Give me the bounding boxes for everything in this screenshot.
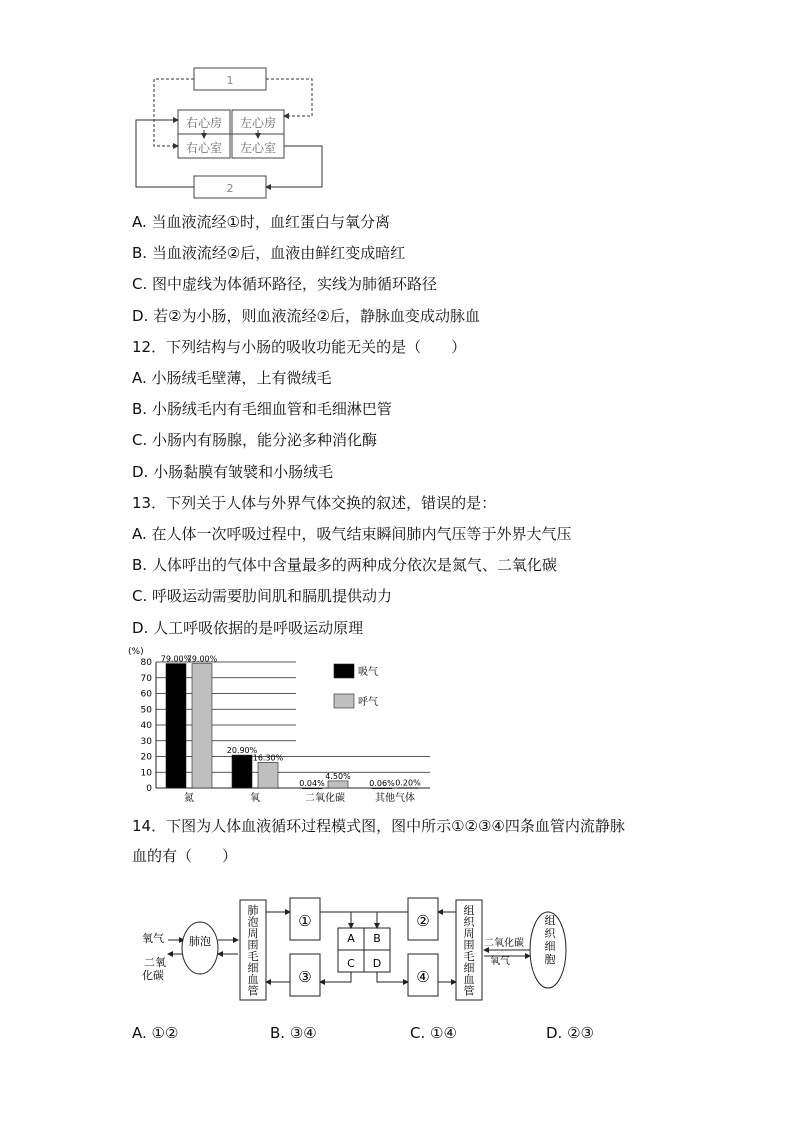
- gas-composition-chart: [128, 644, 438, 812]
- legend-swatch-吸气: [334, 664, 354, 678]
- q13-option-d: D. 人工呼吸依据的是呼吸运动原理: [132, 619, 364, 637]
- data-label-吸气-氮: 79.00%: [160, 654, 192, 664]
- y-tick-30: 30: [140, 736, 152, 747]
- q12-stem: 12．下列结构与小肠的吸收功能无关的是（ ）: [132, 338, 467, 356]
- chamber-d-label: D: [372, 957, 382, 970]
- q14-option-d: D. ②③: [546, 1024, 594, 1042]
- q11-option-a: A. 当血液流经①时，血红蛋白与氧分离: [132, 213, 390, 231]
- q14-stem-line2: 血的有（ ）: [132, 847, 238, 865]
- data-label-呼气-二氧化碳: 4.50%: [325, 771, 351, 781]
- heart-circulation-figure: [128, 64, 328, 204]
- tissue-cell-label: 组织细胞: [544, 914, 556, 966]
- q13-stem: 13．下列关于人体与外界气体交换的叙述，错误的是：: [132, 494, 497, 512]
- right-ventricle-label: 右心室: [185, 141, 223, 155]
- bar-吸气-其他气体: [372, 788, 392, 789]
- bar-呼气-其他气体: [398, 788, 418, 789]
- q14-option-b: B. ③④: [270, 1024, 317, 1042]
- blood-circulation-model-figure: [138, 890, 578, 1010]
- left-atrium-label: 左心房: [239, 116, 277, 130]
- q12-option-d: D. 小肠黏膜有皱襞和小肠绒毛: [132, 463, 334, 481]
- q13-option-c: C. 呼吸运动需要肋间肌和膈肌提供动力: [132, 587, 393, 605]
- left-ventricle-label: 左心室: [239, 141, 277, 155]
- chamber-a-label: A: [347, 932, 355, 945]
- q12-option-a: A. 小肠绒毛壁薄，上有微绒毛: [132, 369, 332, 387]
- y-tick-20: 20: [140, 752, 152, 763]
- q12-option-c: C. 小肠内有肠腺，能分泌多种消化酶: [132, 431, 378, 449]
- y-axis-unit-label: (%): [128, 647, 144, 657]
- data-label-呼气-氧: 16.30%: [252, 753, 284, 763]
- x-tick-其他气体: 其他气体: [375, 793, 415, 804]
- q11-option-b: B. 当血液流经②后，血液由鲜红变成暗红: [132, 244, 406, 262]
- q13-option-a: A. 在人体一次呼吸过程中，吸气结束瞬间肺内气压等于外界大气压: [132, 525, 572, 543]
- y-tick-10: 10: [140, 768, 152, 779]
- bar-呼气-氮: [192, 664, 212, 788]
- q14-option-a: A. ①②: [132, 1024, 179, 1042]
- q14-stem-line1: 14．下图为人体血液循环过程模式图，图中所示①②③④四条血管内流静脉: [132, 817, 625, 835]
- data-label-吸气-二氧化碳: 0.04%: [299, 778, 325, 788]
- y-tick-70: 70: [140, 673, 152, 684]
- x-tick-氧: 氧: [250, 793, 260, 804]
- alveolus-shape: [182, 922, 218, 974]
- x-tick-二氧化碳: 二氧化碳: [305, 793, 345, 804]
- vessel-1-label: ①: [298, 912, 312, 930]
- legend-label-吸气: 吸气: [358, 667, 378, 678]
- bar-呼气-二氧化碳: [328, 781, 348, 788]
- y-tick-80: 80: [140, 658, 152, 668]
- bar-吸气-氧: [232, 755, 252, 788]
- q14-option-c: C. ①④: [410, 1024, 457, 1042]
- co2-right-label: 二氧化碳: [484, 938, 524, 949]
- data-label-呼气-氮: 79.00%: [186, 654, 218, 664]
- q12-option-b: B. 小肠绒毛内有毛细血管和毛细淋巴管: [132, 400, 392, 418]
- data-label-呼气-其他气体: 0.20%: [395, 778, 421, 788]
- box-2-label: 2: [226, 182, 234, 195]
- y-tick-60: 60: [140, 689, 152, 700]
- legend-label-呼气: 呼气: [358, 697, 378, 708]
- chamber-c-label: C: [347, 957, 355, 970]
- q11-option-d: D. 若②为小肠，则血液流经②后，静脉血变成动脉血: [132, 307, 480, 325]
- oxygen-left-label: 氧气: [142, 932, 164, 945]
- lung-capillary-label: 肺泡周围毛细血管: [247, 904, 259, 998]
- data-label-吸气-其他气体: 0.06%: [369, 778, 395, 788]
- co2-left-label-1: 二氧: [144, 956, 166, 969]
- bar-吸气-氮: [166, 664, 186, 788]
- box-1-label: 1: [226, 74, 234, 87]
- bar-吸气-二氧化碳: [302, 788, 322, 789]
- q13-option-b: B. 人体呼出的气体中含量最多的两种成分依次是氮气、二氧化碳: [132, 556, 557, 574]
- oxygen-right-label: 氧气: [490, 956, 510, 967]
- vessel-4-label: ④: [416, 968, 430, 986]
- q11-option-c: C. 图中虚线为体循环路径，实线为肺循环路径: [132, 275, 438, 293]
- tissue-capillary-label: 组织周围毛细血管: [463, 904, 475, 998]
- bar-呼气-氧: [258, 762, 278, 788]
- x-tick-氮: 氮: [184, 793, 194, 804]
- co2-left-label-2: 化碳: [142, 969, 164, 982]
- right-atrium-label: 右心房: [185, 116, 223, 130]
- data-label-吸气-氧: 20.90%: [226, 746, 258, 756]
- vessel-2-label: ②: [416, 912, 430, 930]
- vessel-3-label: ③: [298, 968, 312, 986]
- legend-swatch-呼气: [334, 694, 354, 708]
- y-tick-0: 0: [146, 784, 152, 794]
- y-tick-50: 50: [140, 705, 152, 716]
- alveoli-label: 肺泡: [189, 935, 211, 948]
- y-tick-40: 40: [140, 721, 152, 731]
- chamber-b-label: B: [373, 932, 381, 945]
